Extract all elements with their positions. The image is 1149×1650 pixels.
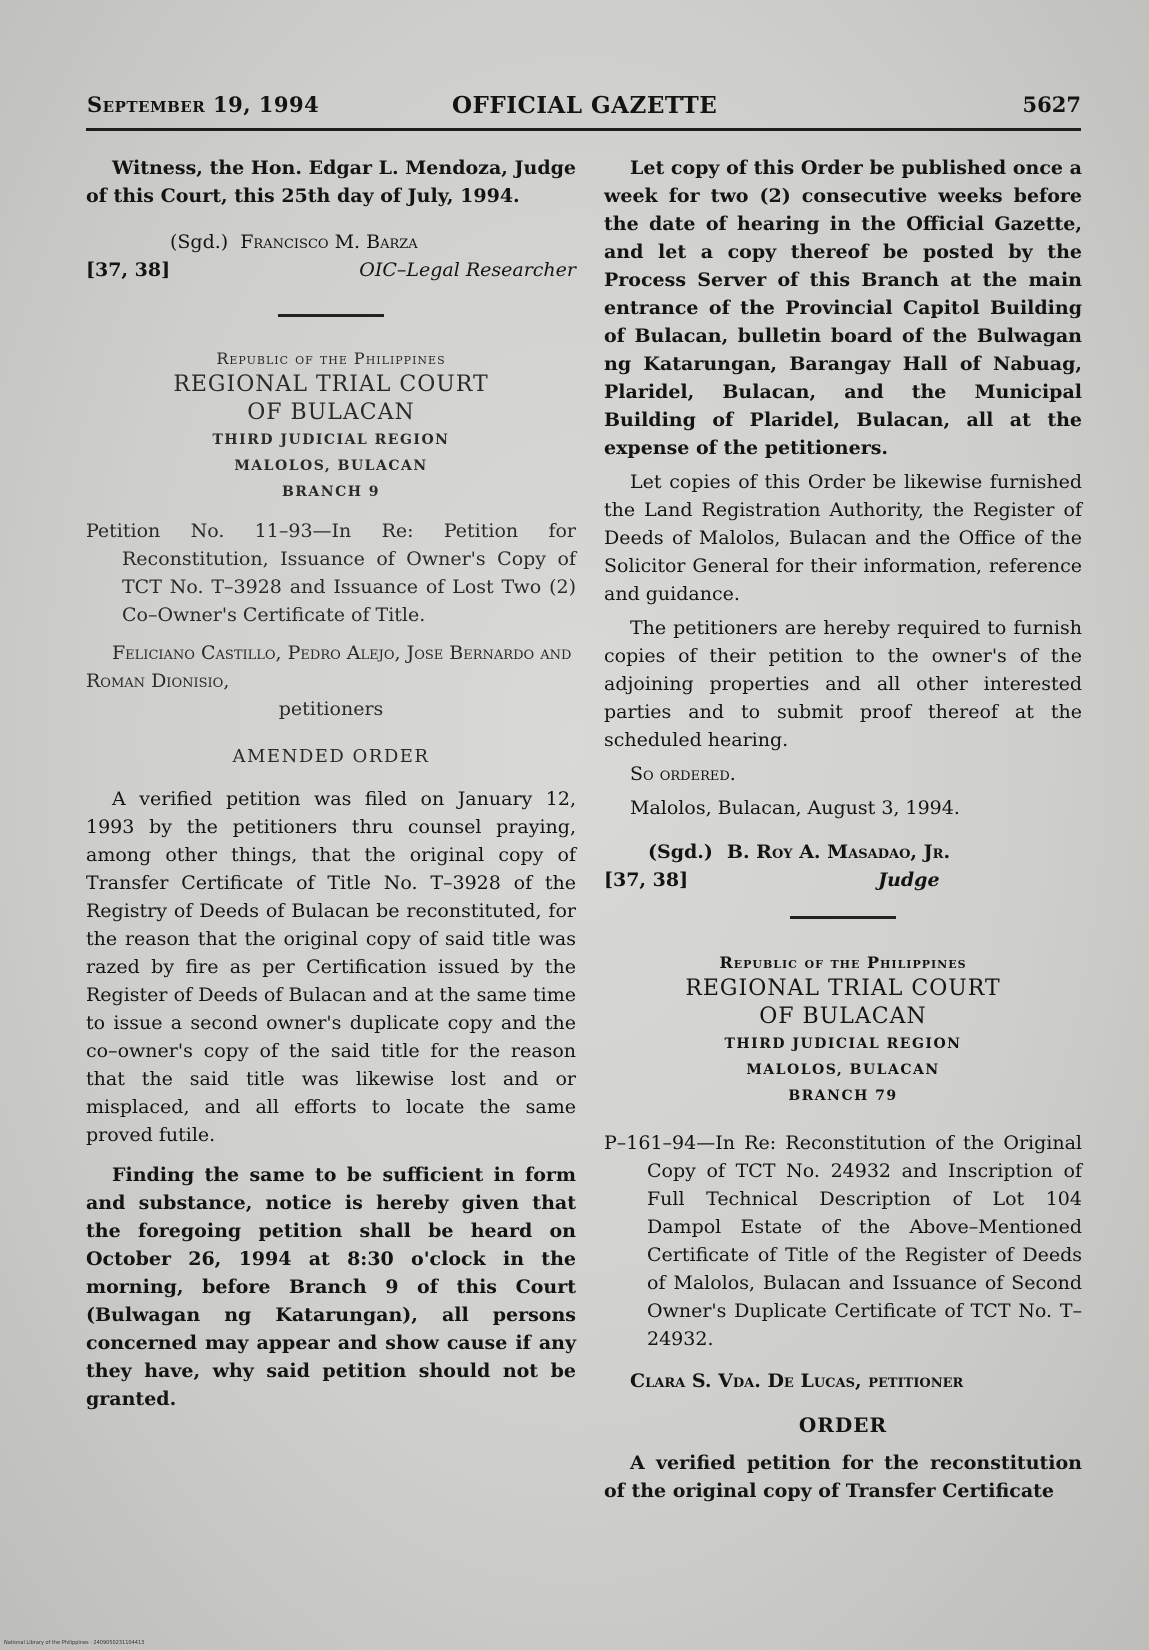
copies-paragraph: Let copies of this Order be likewise furnished the Land Registration Authority, the Register of Deeds of Malolos, Bulacan and the Office of the Solicitor General for their information, reference and guidance. <box>604 471 1082 605</box>
separator-rule <box>790 916 896 919</box>
court-name: REGIONAL TRIAL COURT <box>685 976 1001 1001</box>
so-ordered: So ordered. <box>630 763 736 785</box>
sgd-label: (Sgd.) <box>648 841 713 863</box>
court-province: OF BULACAN <box>759 1004 927 1029</box>
right-column <box>604 150 1082 1505</box>
header-date: September 19, 1994 <box>87 92 320 117</box>
order-date-line: Malolos, Bulacan, August 3, 1994. <box>630 797 960 819</box>
petition-caption: Petition No. 11–93—In Re: Petition for Reconstitution, Issuance of Owner's Copy of TCT No. T–3928 and Issuance of Lost Two (2) Co–Owner's Certificate of Title. <box>86 520 576 626</box>
court-heading-2 <box>604 951 1082 1109</box>
court-branch: BRANCH 9 <box>281 484 381 500</box>
court-name: REGIONAL TRIAL COURT <box>173 372 489 397</box>
left-column <box>86 150 576 1413</box>
amended-order-heading: AMENDED ORDER <box>232 746 430 767</box>
header-title: OFFICIAL GAZETTE <box>452 92 718 119</box>
court-region: THIRD JUDICIAL REGION <box>212 432 450 448</box>
signatory-role: OIC–Legal Researcher <box>359 259 576 281</box>
scan-footer: National Library of the Philippines · 2409050231104413 <box>4 1640 145 1646</box>
sgd-label: (Sgd.) <box>170 231 229 253</box>
court-branch: BRANCH 79 <box>788 1088 898 1104</box>
court-city: MALOLOS, BULACAN <box>234 458 428 474</box>
court-republic: Republic of the Philippines <box>719 953 967 972</box>
signature-block-1 <box>86 228 576 284</box>
court-city: MALOLOS, BULACAN <box>746 1062 940 1078</box>
petition-caption: P–161–94—In Re: Reconstitution of the Original Copy of TCT No. 24932 and Inscription of Full Technical Description of Lot 104 Dampol Estate of the Above–Mentioned Certificate of Title of the Register of Deeds of Malolos, Bulacan and Issuance of Second Owner's Duplicate Certificate of TCT No. T–24932. <box>604 1132 1082 1350</box>
witness-paragraph: Witness, the Hon. Edgar L. Mendoza, Judge of this Court, this 25th day of July, 1994. <box>86 157 576 207</box>
order-heading: ORDER <box>798 1413 888 1437</box>
petitioner-names: Feliciano Castillo, Pedro Alejo, Jose Bernardo and Roman Dionisio, <box>86 642 572 692</box>
signatory-name: Francisco M. Barza <box>240 231 418 253</box>
court-heading-1 <box>86 347 576 505</box>
signatory-role: Judge <box>878 869 940 891</box>
separator-rule <box>278 314 384 317</box>
order-paragraph-2: Finding the same to be sufficient in form and substance, notice is hereby given that the foregoing petition shall be heard on October 26, 1994 at 8:30 o'clock in the morning, before Branch 9 of this Court (Bulwagan ng Katarungan), all persons concerned may appear and show cause if any they have, why said petition should not be granted. <box>86 1164 576 1410</box>
petitioners-label: petitioners <box>278 698 384 720</box>
order-paragraph-final: A verified petition for the reconstitution of the original copy of Transfer Certificate <box>604 1452 1082 1502</box>
court-province: OF BULACAN <box>247 400 415 425</box>
page-number: 5627 <box>1022 92 1081 117</box>
court-republic: Republic of the Philippines <box>216 349 446 368</box>
issue-ref: [37, 38] <box>86 259 171 281</box>
notice-paragraph: The petitioners are hereby required to furnish copies of their petition to the owner's of the adjoining properties and all other interested parties and to submit proof thereof at the scheduled hearing. <box>604 617 1082 751</box>
order-paragraph-1: A verified petition was filed on January 12, 1993 by the petitioners thru counsel praying, among other things, that the original copy of Transfer Certificate of Title No. T–3928 of the Registry of Deeds of Bulacan be reconstituted, for the reason that the original copy of said title was razed by fire as per Certification issued by the Register of Deeds of Bulacan and at the same time to issue a second owner's duplicate copy and the co–owner's copy of the said title for the reason that the said title was likewise lost and or misplaced, and all efforts to locate the same proved futile. <box>86 788 576 1146</box>
publication-paragraph: Let copy of this Order be published once a week for two (2) consecutive weeks before the date of hearing in the Official Gazette, and let a copy thereof be posted by the Process Server of this Branch at the main entrance of the Provincial Capitol Building of Bulacan, bulletin board of the Bulwagan ng Katarungan, Barangay Hall of Nabuag, Plaridel, Bulacan, and the Municipal Building of Plaridel, Bulacan, all at the expense of the petitioners. <box>604 157 1082 459</box>
header-rule <box>86 128 1081 131</box>
signature-block-2 <box>604 838 1082 894</box>
signatory-name: B. Roy A. Masadao, Jr. <box>726 841 951 863</box>
petitioner-line: Clara S. Vda. De Lucas, petitioner <box>630 1370 964 1392</box>
court-region: THIRD JUDICIAL REGION <box>724 1036 962 1052</box>
issue-ref: [37, 38] <box>604 869 689 891</box>
